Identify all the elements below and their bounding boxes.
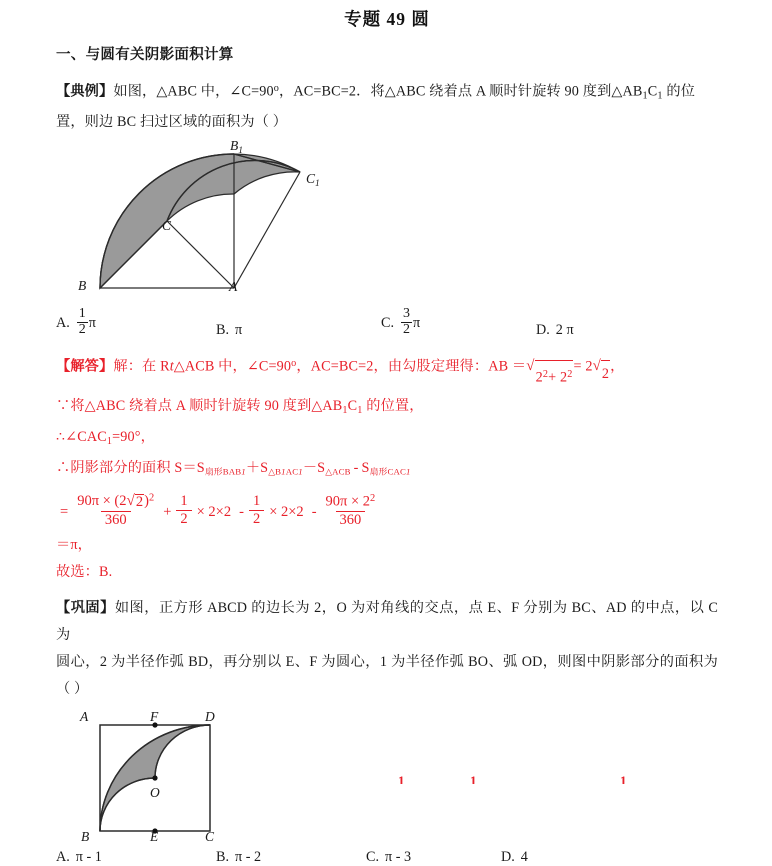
option-b-value: π [235,321,243,338]
problem-1-degree-sup: o [273,83,279,94]
label-square-a: A [80,708,89,724]
formula-mid-2: × 2×2 [269,503,304,520]
solution-text-c: ，AC=BC=2，由勾股定理得：AB ＝ [296,358,527,375]
solution-choice: 故选：B. [56,564,113,581]
option-2-a-value: π - 1 [75,848,102,865]
formula-mid-1: × 2×2 [196,503,232,520]
problem-1-statement-line2: 置，则边 BC 扫过区域的面积为（ ） [56,114,288,131]
solution-result: ＝π， [56,536,92,553]
label-point-c1: $C_1$ [306,171,320,190]
option-2-d[interactable]: D. 4 [501,848,528,865]
formula-equals: = [60,503,69,520]
option-c-fraction: $\frac{3}{2}$ [403,306,411,338]
cut-off-next-line [0,774,772,784]
option-2-d-value: 4 [520,848,528,865]
label-point-c: C [162,218,172,234]
solution-eq: = 2 [573,358,593,375]
problem-1-text-a: 如图，△ABC 中，∠C=90 [113,83,274,100]
problem-1-sub-1: 1 [642,90,648,102]
problem-1-figure [56,140,718,300]
formula-fraction-4: $\frac{90\pi \times 2^2}{360}$ [325,492,376,528]
formula-plus: + [163,503,172,520]
option-c-pi: π [413,315,421,332]
option-d[interactable]: D. 2 π [536,321,574,338]
problem-2-text-line1: 如图，正方形 ABCD 的边长为 2，O 为对角线的交点，点 E、F 分别为 BC、AD 的中点，以 C 为 [56,599,718,643]
problem-1-text-b: ，AC=BC=2．将△ABC 绕着点 A 顺时针旋转 90 度到△AB [278,83,643,100]
solution-tag: 【解答】 [56,358,114,375]
problem-2-statement-line2: 圆心，2 为半径作弧 BD，再分别以 E、F 为圆心，1 为半径作弧 BO、弧 OD，则图中阴影部分的面积为（ ） [56,653,718,697]
option-d-value: 2 π [555,321,574,338]
option-2-c-value: π - 3 [385,848,412,865]
problem-1-tag: 【典例】 [56,83,114,100]
section-heading: 一、与圆有关阴影面积计算 [56,47,234,63]
label-point-b: B [78,278,87,294]
page-title: 专题 49 圆 [344,9,430,29]
segment-ca [167,221,234,288]
problem-1-statement [56,75,718,109]
cut-fragment-2: 1 [470,774,477,784]
solution-italic-t: t [169,358,174,375]
formula-fraction-2: $\frac{1}{2}$ [176,494,191,527]
formula-minus-1: - [239,503,244,520]
option-2-c[interactable]: C. π - 3 [366,848,412,865]
sqrt-expression: √ $2^2+ 2^2$ [526,359,573,392]
label-square-d: D [205,708,215,724]
solution-text-a: 解：在 R [113,358,170,375]
solution-line-1 [56,350,718,393]
problem-1-text-d: 的位 [662,83,696,100]
solution-line-3: $\therefore\angle CAC_1=90^\circ$， [56,428,155,447]
sqrt-2: √ 2 [593,359,611,389]
label-square-e: E [150,828,159,844]
label-square-b: B [81,828,90,844]
label-square-c: C [205,828,215,844]
option-a-pi: π [88,315,96,332]
option-2-b-value: π - 2 [235,848,262,865]
formula-fraction-1: 90π × (2 √ 2 )$^2$ 360 [77,492,155,529]
solution-text-b: △ACB 中，∠C=90 [173,358,292,375]
solution-text-end: ， [610,358,625,375]
label-point-a: A [229,279,238,295]
problem-2-figure [56,707,718,844]
option-c[interactable]: C. $\frac{3}{2}$ π [381,306,421,338]
problem-1-options [56,308,718,338]
option-b[interactable]: B. π [216,321,243,338]
label-point-b1: $B_1$ [230,138,243,157]
problem-1-text-c: C [647,83,658,100]
formula-minus-2: - [311,503,317,520]
solution-formula [56,494,718,529]
cut-fragment-1: 1 [398,774,405,784]
option-a[interactable]: A. $\frac{1}{2}$ π [56,306,96,338]
formula-fraction-3: $\frac{1}{2}$ [249,494,264,527]
solution-degree-sup: o [291,357,297,369]
problem-2-tag: 【巩固】 [56,599,115,616]
option-2-b[interactable]: B. π - 2 [216,848,262,865]
label-square-o: O [150,784,160,800]
segment-c1a [234,172,300,288]
problem-2-options [56,849,718,866]
solution-line-2: ∵将△ABC 绕着点 A 顺时针旋转 90 度到$\triangle AB_1C_1$ 的位置， [56,397,424,416]
problem-1-sub-2: 1 [657,90,663,102]
rotated-triangle-diagram [74,140,414,300]
label-square-f: F [150,708,159,724]
solution-line-4: ∴阴影部分的面积 $S=S_{扇形BAB1}+S_{\triangle B1AC1}-S_{\triangle ACB} - S_{扇形CAC1}$ [56,460,411,477]
option-a-fraction: $\frac{1}{2}$ [78,306,86,338]
problem-2-statement [56,595,718,649]
cut-fragment-3: 1 [620,774,627,784]
option-2-a[interactable]: A. π - 1 [56,848,102,865]
